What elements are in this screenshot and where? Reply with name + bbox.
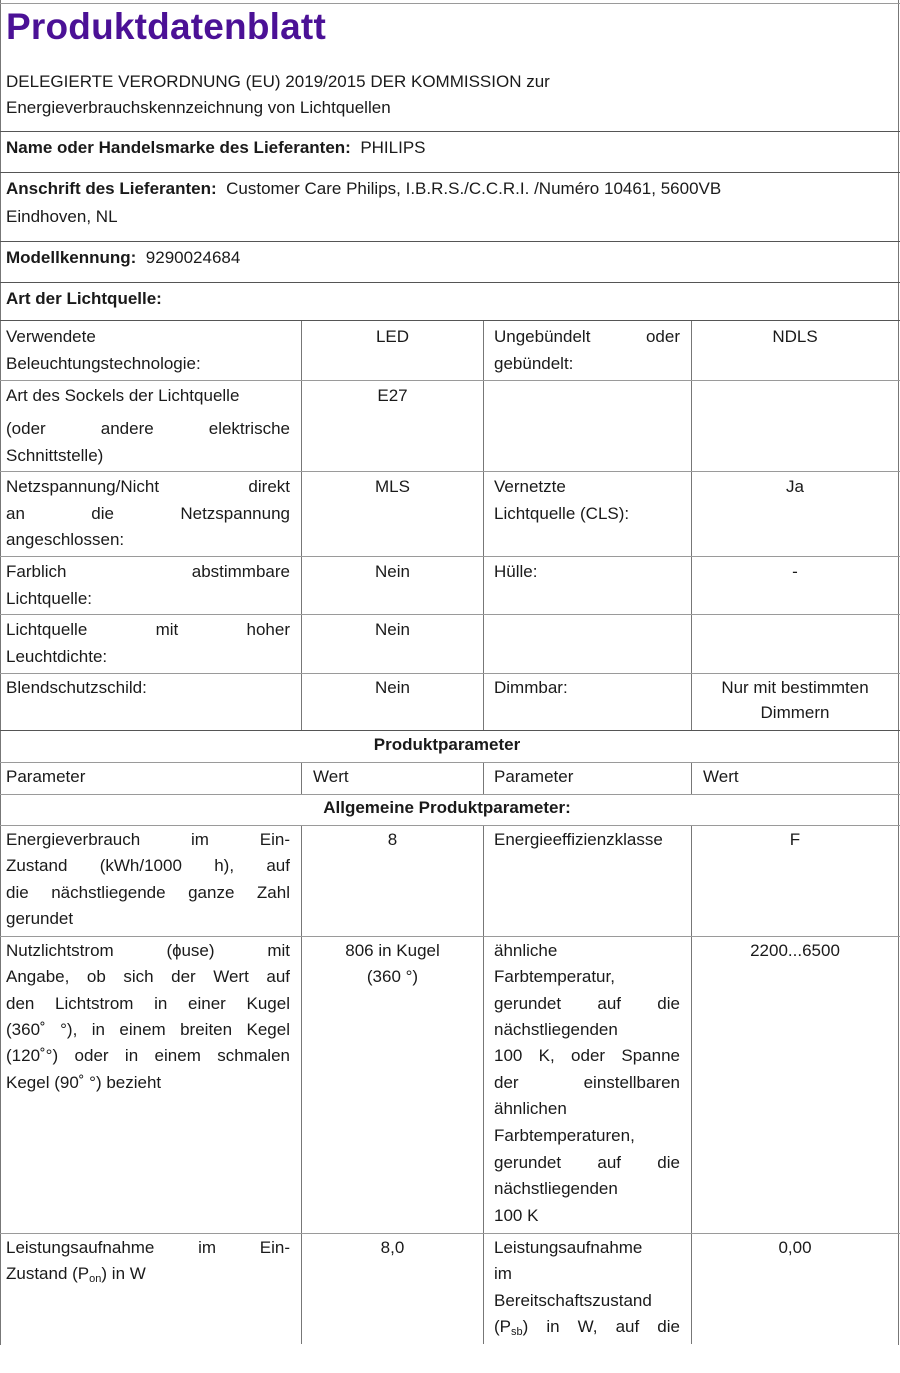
col-header-value-2: Wert (703, 767, 739, 786)
cct-label-3: gerundet auf die (494, 994, 680, 1013)
dimmable-value-2: Dimmern (760, 703, 830, 722)
divider (0, 556, 900, 557)
divider (0, 673, 900, 674)
colour-label-1: Farblich abstimmbare (6, 562, 290, 581)
col-header-parameter-2: Parameter (494, 767, 574, 786)
luminance-label-2: Leuchtdichte: (6, 647, 108, 666)
psb-label-4-sub: sb (511, 1326, 523, 1338)
page-title: Produktdatenblatt (6, 6, 326, 47)
pon-label-2 (6, 1261, 146, 1287)
supplier-address-label: Anschrift des Lieferanten: (6, 179, 217, 198)
table1-col-line (691, 321, 692, 730)
table2-col-line (301, 763, 302, 794)
table1-col-line (483, 321, 484, 730)
psb-label-4 (494, 1314, 680, 1340)
divider (0, 471, 900, 472)
cct-label-10: nächstliegenden (494, 1179, 618, 1198)
col-header-parameter-1: Parameter (6, 767, 86, 786)
cct-label-9: gerundet auf die (494, 1153, 680, 1172)
tech-label-2: Beleuchtungstechnologie: (6, 354, 201, 373)
flux-label-6: Kegel (90˚ °) bezieht (6, 1073, 162, 1092)
divider (0, 1233, 900, 1234)
pon-value: 8,0 (380, 1238, 405, 1257)
bundled-value: NDLS (772, 327, 818, 346)
divider (0, 241, 900, 242)
psb-label-1: Leistungsaufnahme (494, 1238, 643, 1257)
energy-label-2: Zustand (kWh/1000 h), auf (6, 856, 290, 875)
cct-label-8: Farbtemperaturen, (494, 1126, 635, 1145)
psb-label-3: Bereitschaftszustand (494, 1291, 652, 1310)
cct-label-5: 100 K, oder Spanne (494, 1046, 680, 1065)
divider (0, 172, 900, 173)
flux-label-1: Nutzlichtstrom (ɸuse) mit (6, 941, 290, 960)
flux-value-2: (360 °) (366, 967, 419, 986)
product-parameters-title: Produktparameter (373, 735, 521, 754)
flux-label-5: (120˚°) oder in einem schmalen (6, 1046, 290, 1065)
flux-label-3: den Lichtstrom in einer Kugel (6, 994, 290, 1013)
cct-label-1: ähnliche (494, 941, 558, 960)
dimmable-value-1: Nur mit bestimmten (721, 678, 869, 697)
supplier-name-label: Name oder Handelsmarke des Lieferanten: (6, 138, 351, 157)
general-parameters-title: Allgemeine Produktparameter: (323, 798, 571, 817)
mains-label-1: Netzspannung/Nicht direkt (6, 477, 290, 496)
cct-label-11: 100 K (494, 1206, 539, 1225)
energy-value: 8 (387, 830, 398, 849)
colour-value: Nein (375, 562, 410, 581)
divider (0, 762, 900, 763)
cls-value: Ja (786, 477, 804, 496)
socket-label-1: Art des Sockels der Lichtquelle (6, 386, 240, 405)
divider (0, 282, 900, 283)
psb-value: 0,00 (778, 1238, 812, 1257)
glare-value: Nein (375, 678, 410, 697)
mains-label-2: an die Netzspannung (6, 504, 290, 523)
divider (0, 320, 900, 321)
cls-label-2: Lichtquelle (CLS): (494, 504, 630, 523)
model-value: 9290024684 (145, 248, 241, 267)
energy-label-3: die nächstliegende ganze Zahl (6, 883, 290, 902)
supplier-address-value-1: Customer Care Philips, I.B.R.S./C.C.R.I. /Numéro 10461, 5600VB (226, 179, 722, 198)
energy-class-value: F (789, 830, 801, 849)
regulation-line-2: Energieverbrauchskennzeichnung von Lichtquellen (6, 98, 391, 117)
mains-label-3: angeschlossen: (6, 530, 125, 549)
table2-col-line (691, 826, 692, 1344)
regulation-line-1: DELEGIERTE VERORDNUNG (EU) 2019/2015 DER KOMMISSION zur (6, 72, 550, 91)
flux-value-1: 806 in Kugel (345, 941, 440, 960)
luminance-label-1: Lichtquelle mit hoher (6, 620, 290, 639)
col-header-value-1: Wert (313, 767, 349, 786)
cct-label-4: nächstliegenden (494, 1020, 618, 1039)
divider (0, 825, 900, 826)
table2-col-line (483, 826, 484, 1344)
dimmable-label: Dimmbar: (494, 678, 568, 697)
table2-col-line (301, 826, 302, 1344)
supplier-name-row (6, 135, 426, 161)
model-label: Modellkennung: (6, 248, 137, 267)
divider (0, 936, 900, 937)
socket-value: E27 (377, 386, 408, 405)
pon-label-1: Leistungsaufnahme im Ein- (6, 1238, 290, 1257)
psb-label-4a: (P (494, 1317, 511, 1336)
divider (0, 730, 900, 731)
envelope-value: - (792, 562, 798, 581)
cct-label-2: Farbtemperatur, (494, 967, 615, 986)
psb-label-4b: ) in W, auf die (522, 1317, 680, 1336)
energy-label-4: gerundet (6, 909, 74, 928)
energy-label-1: Energieverbrauch im Ein- (6, 830, 290, 849)
cls-label-1: Vernetzte (494, 477, 566, 496)
psb-label-2: im (494, 1264, 512, 1283)
table2-col-line (483, 763, 484, 794)
supplier-name-value: PHILIPS (360, 138, 426, 157)
glare-label: Blendschutzschild: (6, 678, 147, 697)
pon-label-2b: ) in W (101, 1264, 146, 1283)
socket-label-3: Schnittstelle) (6, 446, 104, 465)
flux-label-2: Angabe, ob sich der Wert auf (6, 967, 290, 986)
cct-label-7: ähnlichen (494, 1099, 567, 1118)
pon-label-2-sub: on (89, 1273, 102, 1285)
table2-col-line (691, 763, 692, 794)
divider (0, 614, 900, 615)
supplier-address-value-2: Eindhoven, NL (6, 207, 118, 226)
bundled-label-2: gebündelt: (494, 354, 574, 373)
cct-value: 2200...6500 (750, 941, 840, 960)
pon-label-2a: Zustand (P (6, 1264, 90, 1283)
colour-label-2: Lichtquelle: (6, 589, 93, 608)
tech-label-1: Verwendete (6, 327, 96, 346)
bundled-label-1: Ungebündelt oder (494, 327, 680, 346)
mains-value: MLS (375, 477, 410, 496)
supplier-address-row (6, 176, 721, 202)
tech-value: LED (375, 327, 410, 346)
divider (0, 380, 900, 381)
luminance-value: Nein (375, 620, 410, 639)
cct-label-6: der einstellbaren (494, 1073, 680, 1092)
divider (0, 131, 900, 132)
page-top-border (0, 3, 900, 4)
light-source-type-label: Art der Lichtquelle: (6, 289, 162, 308)
envelope-label: Hülle: (494, 562, 538, 581)
model-row (6, 245, 240, 271)
energy-class-label: Energieeffizienzklasse (494, 830, 663, 849)
socket-label-2: (oder andere elektrische (6, 419, 290, 438)
flux-label-4: (360˚ °), in einem breiten Kegel (6, 1020, 290, 1039)
